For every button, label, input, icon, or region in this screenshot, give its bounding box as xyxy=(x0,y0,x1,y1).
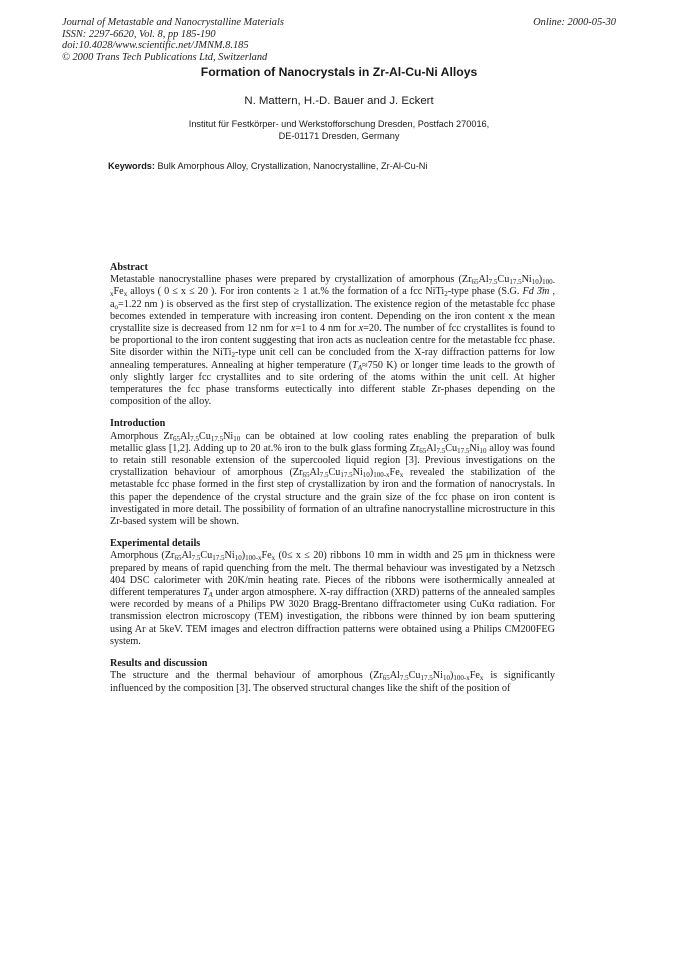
keywords xyxy=(108,161,427,171)
introduction-text: Amorphous $Zr_{65}Al_{7.5}Cu_{17.5}Ni_{10}$ can be obtained at low cooling rates enabling the preparation of bulk metallic glass [1,2]. Adding up to 20 at.% iron to the bulk glass forming $Zr_{65}Al_{7.5}Cu_{17.5}Ni_{10}$ alloy was found to retain still resonable extension of the supercooled liquid region [3]. Previous investigations on the crystallization behaviour of amorphous $(Zr_{65}Al_{7.5}Cu_{17.5}Ni_{10})_{100-x}Fe_x$ revealed the stabilization of the metastable fcc phase formed in the first step of crystallization by iron and the formation of nanocrystals. In this paper the dependence of the crystal structure and the grain size of the fcc phase on iron content is investigated in more detail. The possibility of formation of an ultrafine nanocrystalline microstructure in this Zr-based system will be shown. xyxy=(110,430,556,528)
copyright-line: © 2000 Trans Tech Publications Ltd, Switzerland xyxy=(62,51,268,63)
experimental-heading: Experimental details xyxy=(110,538,201,550)
issn-line: ISSN: 2297-6620, Vol. 8, pp 185-190 xyxy=(62,28,216,40)
keywords-text: Bulk Amorphous Alloy, Crystallization, Nanocrystalline, Zr-Al-Cu-Ni xyxy=(154,161,428,171)
online-date: Online: 2000-05-30 xyxy=(533,17,616,28)
keywords-label: Keywords: xyxy=(108,161,155,171)
results-heading: Results and discussion xyxy=(110,658,208,670)
results-text: The structure and the thermal behaviour of amorphous $(Zr_{65}Al_{7.5}Cu_{17.5}Ni_{10})_{100-x}Fe_x$ is significantly influenced by the composition [3]. The observed structural changes like the shift of the position of xyxy=(110,670,555,694)
author-list: N. Mattern, H.-D. Bauer and J. Eckert xyxy=(244,95,434,107)
paper-title: Formation of Nanocrystals in Zr-Al-Cu-Ni Alloys xyxy=(200,65,478,79)
abstract-heading: Abstract xyxy=(110,262,148,273)
affiliation xyxy=(0,118,678,142)
journal-meta xyxy=(62,17,284,63)
abstract-text: Metastable nanocrystalline phases were prepared by crystallization of amorphous $(Zr_{65}Al_{7.5}Cu_{17.5}Ni_{10})_{100-x}Fe_x$ alloys ( 0 ≤ x ≤ 20 ). For iron contents ≥ 1 at.% the formation of a fcc NiTi$_2$-type phase (S.G. Fd 3̄m , $a_o=1.22$ nm ) is observed as the first step of crystallization. The existence region of the metastable fcc phase becomes extended in temperature with increasing iron content. Depending on the iron content x the mean crystallite size is decreased from 12 nm for x=1 to 4 nm for x=20. The number of fcc crystallites is found to be proportional to the iron content suggesting that iron acts as nucleation centre for the metastable fcc phase. Site disorder within the NiTi$_2$-type unit cell can be concluded from the X-ray diffraction patterns for low annealing temperatures. Annealing at higher temperature ($T_A\approx 750$ K) or longer time leads to the growth of only slightly larger fcc crystallites and to site ordering of the atoms within the unit cell. At higher temperatures the fcc phase transforms eutectically into different stable Zr-phases depending on the composition of the alloy. xyxy=(110,274,556,408)
experimental-text: Amorphous $(Zr_{65}Al_{7.5}Cu_{17.5}Ni_{10})_{100-x}Fe_x$ (0≤ x ≤ 20) ribbons 10 mm in width and 25 μm in thickness were prepared by means of rapid quenching from the melt. The thermal behaviour was investigated by a Netzsch 404 DSC calorimeter with 20K/min heating rate. Pieces of the ribbons were isothermically annealed at different temperatures $T_A$ under argon atmosphere. X-ray diffraction (XRD) patterns of the annealed samples were recorded by means of a Philips PW 3020 Bragg-Brentano diffractometer using CuKα radiation. For transmission electron microscopy (TEM) investigation, the ribbons were thinned by ion beam sputtering using Ar at 5keV. TEM images and electron diffraction patterns were obtained using a Philips CM200FEG system. xyxy=(110,550,555,647)
paper-body xyxy=(110,262,555,695)
affiliation-line-2: DE-01171 Dresden, Germany xyxy=(278,131,400,141)
introduction-heading: Introduction xyxy=(110,418,166,430)
journal-name: Journal of Metastable and Nanocrystalline Materials xyxy=(62,17,284,28)
doi-line: doi:10.4028/www.scientific.net/JMNM.8.185 xyxy=(62,40,249,52)
affiliation-line-1: Institut für Festkörper- und Werkstofforschung Dresden, Postfach 270016, xyxy=(188,119,490,129)
